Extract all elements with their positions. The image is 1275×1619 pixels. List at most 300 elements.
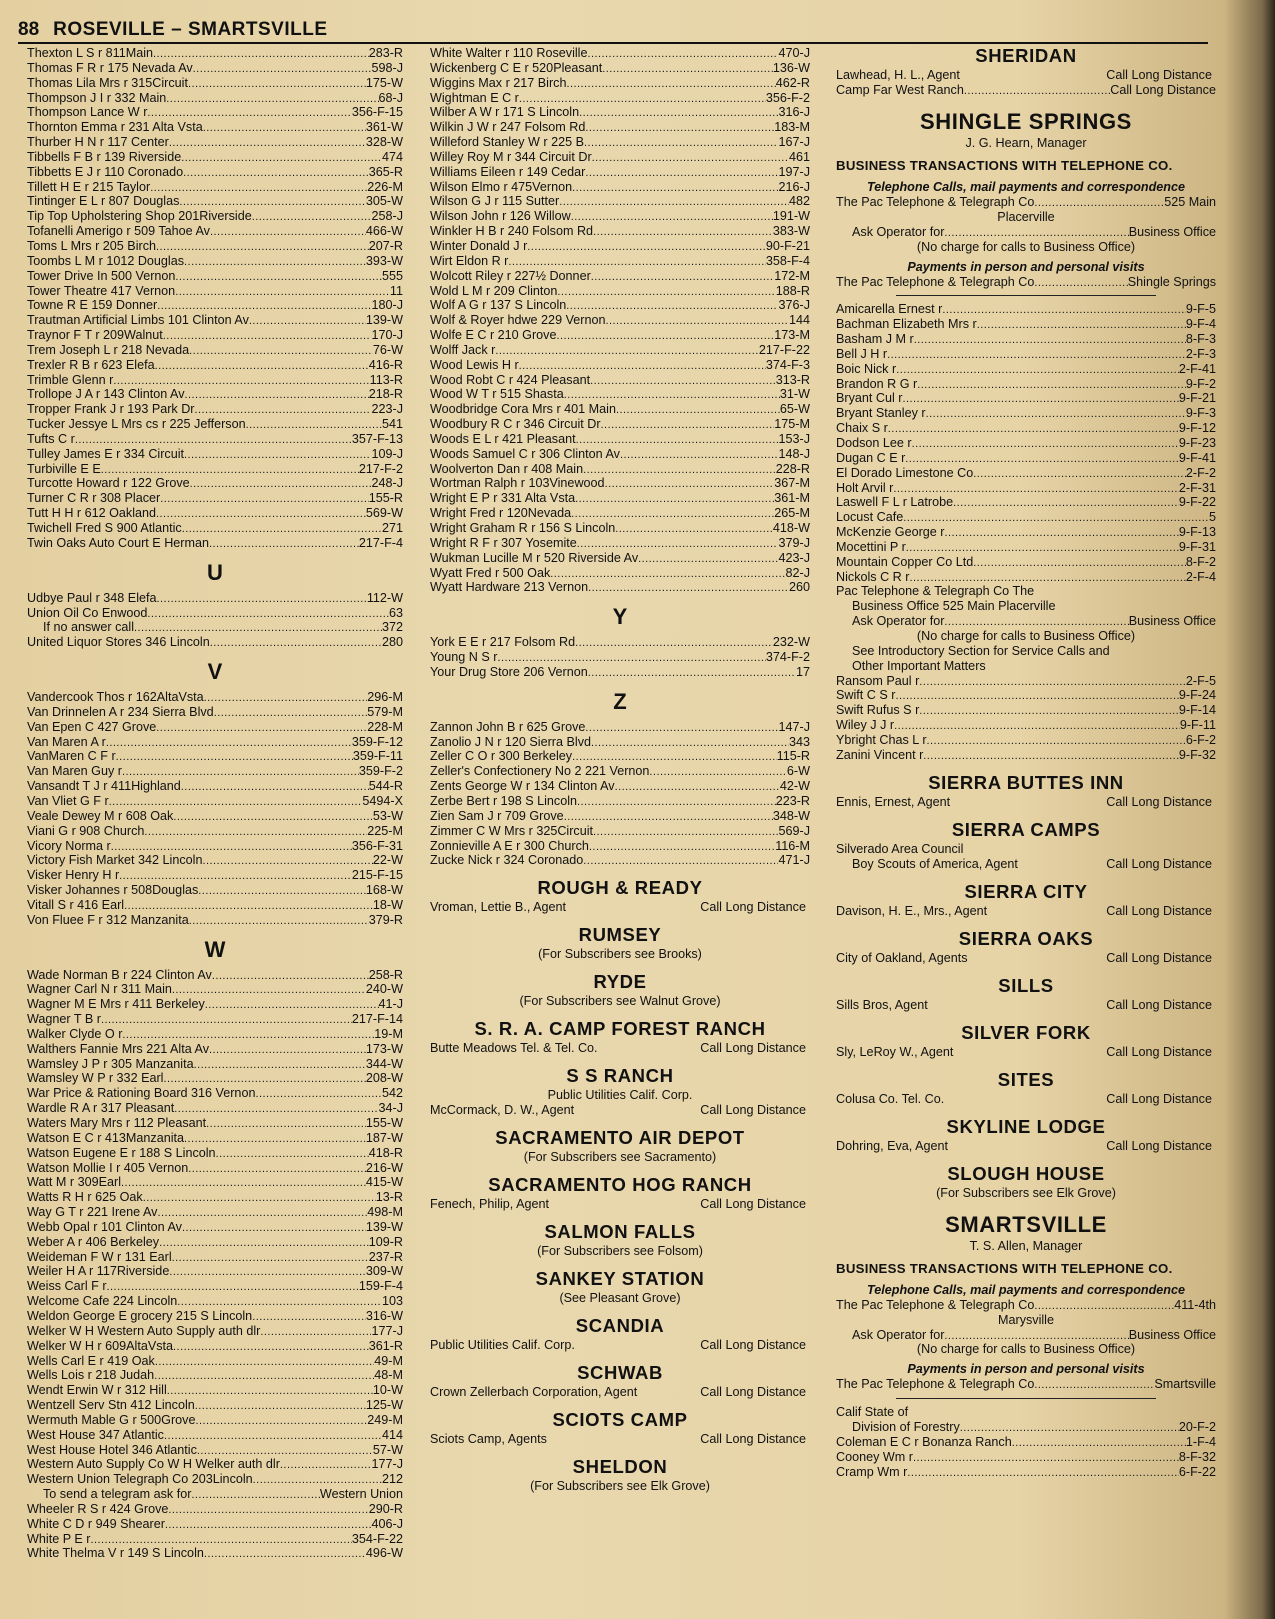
- listing-row: [27, 521, 403, 536]
- listing-name: Tintinger E L r 807 Douglas: [27, 194, 180, 209]
- cross-reference-note: (See Pleasant Grove): [559, 1291, 681, 1306]
- listing-name: Amicarella Ernest r: [836, 302, 943, 317]
- leader-dots: [896, 362, 1179, 377]
- listing-row: [27, 779, 403, 794]
- listing-row: [27, 506, 403, 521]
- listing-phone: 2-F-31: [1178, 480, 1216, 495]
- leader-dots: [175, 284, 390, 299]
- listing-row: [430, 269, 810, 284]
- listing-row: [430, 650, 810, 665]
- listing-row: [27, 120, 403, 135]
- listing-row: [27, 1398, 403, 1413]
- listing-phone: 20-F-2: [1178, 1420, 1216, 1435]
- town-heading: SHELDON: [572, 1456, 668, 1478]
- leader-dots: [119, 868, 352, 883]
- listing-phone: 357-F-13: [351, 431, 403, 446]
- leader-dots: [150, 180, 367, 195]
- listing-phone: 9-F-3: [1185, 406, 1216, 421]
- listing-row: [27, 1101, 403, 1116]
- leader-dots: [919, 703, 1179, 718]
- listing-row: [836, 495, 1216, 510]
- listing-phone: 147-J: [778, 719, 810, 734]
- listing-name: Walker Clyde O r: [27, 1026, 123, 1041]
- agent-name: Ennis, Ernest, Agent: [836, 794, 951, 809]
- listing-row: [27, 91, 403, 106]
- leader-dots: [157, 591, 367, 606]
- city-line: Marysville: [998, 1312, 1054, 1327]
- listing-name: To send a telegram ask for: [43, 1487, 192, 1502]
- listing-row: [836, 1465, 1216, 1480]
- listing-name: Wightman E C r: [430, 90, 519, 105]
- leader-dots: [163, 1071, 365, 1086]
- leader-dots: [156, 239, 369, 254]
- listing-name: Cooney Wm r: [836, 1449, 913, 1464]
- agent-line: [836, 1092, 1216, 1107]
- listing-row: [836, 302, 1216, 317]
- agent-line: [430, 1385, 810, 1400]
- leader-dots: [163, 328, 372, 343]
- long-distance-note: Call Long Distance: [1106, 997, 1212, 1012]
- listing-row: [430, 284, 810, 299]
- listing-phone: 9-F-41: [1178, 450, 1216, 465]
- listing-phone: 9-F-22: [1178, 495, 1216, 510]
- listing-row: [27, 1443, 403, 1458]
- leader-dots: [168, 1502, 368, 1517]
- long-distance-note: Call Long Distance: [1106, 68, 1212, 82]
- listing-name: Thomas Lila Mrs r 315Circuit: [27, 75, 188, 90]
- leader-dots: [577, 536, 779, 551]
- leader-dots: [649, 764, 786, 779]
- listing-name: Wilson Elmo r 475Vernon: [430, 179, 573, 194]
- leader-dots: [587, 46, 778, 61]
- listing-phone: 365-R: [368, 164, 403, 179]
- listing-row: [27, 853, 403, 868]
- listing-row: [27, 1502, 403, 1517]
- listing-phone: 470-J: [778, 46, 810, 60]
- listing-phone: 471-J: [778, 853, 810, 868]
- listing-row: [27, 313, 403, 328]
- listing-row: [430, 824, 810, 839]
- leader-dots: [185, 387, 369, 402]
- leader-dots: [588, 580, 789, 595]
- listing-name: War Price & Rationing Board 316 Vernon: [27, 1086, 256, 1101]
- listing-name: VanMaren C F r: [27, 749, 116, 764]
- leader-dots: [191, 1487, 320, 1502]
- listing-phone: 6-F-2: [1185, 733, 1216, 747]
- listing-name: Trexler R B r 623 Elefa: [27, 357, 155, 372]
- leader-dots: [973, 466, 1186, 481]
- listing-row: [27, 1368, 403, 1383]
- listing-name: Swift Rufus S r: [836, 703, 920, 718]
- listing-name: Weiss Carl F r: [27, 1279, 107, 1294]
- leader-dots: [204, 690, 368, 705]
- listing-name: Wold L M r 209 Clinton: [430, 283, 558, 298]
- leader-dots: [156, 506, 366, 521]
- leader-dots: [579, 105, 778, 120]
- listing-row: [27, 735, 403, 750]
- long-distance-note: Call Long Distance: [700, 1338, 806, 1353]
- listing-row: [836, 733, 1216, 748]
- listing-name: Wamsley J P r 305 Manzanita: [27, 1056, 194, 1071]
- leader-dots: [602, 61, 773, 76]
- listing-phone: 359-F-11: [352, 749, 403, 764]
- town-heading: SACRAMENTO HOG RANCH: [488, 1174, 752, 1196]
- leader-dots: [923, 748, 1179, 763]
- listing-name: Winter Donald J r: [430, 238, 528, 253]
- leader-dots: [216, 1146, 369, 1161]
- listing-phone: 2-F-4: [1185, 569, 1216, 584]
- listing-row: [27, 1057, 403, 1072]
- listing-row: [27, 1264, 403, 1279]
- calls-heading: Telephone Calls, mail payments and correspondence: [867, 1282, 1185, 1297]
- listing-row: [27, 1116, 403, 1131]
- leader-dots: [113, 373, 369, 388]
- leader-dots: [210, 224, 366, 239]
- listing-row: [836, 1450, 1216, 1465]
- listing-phone: 9-F-23: [1178, 435, 1216, 450]
- leader-dots: [181, 779, 369, 794]
- leader-dots: [605, 476, 775, 491]
- page-header: [18, 12, 1208, 44]
- listing-phone: 348-W: [772, 808, 810, 823]
- leader-dots: [172, 1250, 369, 1265]
- listing-row: [27, 749, 403, 764]
- listing-group-v: [27, 690, 403, 928]
- listing-row: [27, 105, 403, 120]
- listing-phone: 183-M: [774, 120, 810, 135]
- listing-phone: 290-R: [368, 1501, 403, 1516]
- listing-phone: 296-M: [367, 690, 403, 705]
- listing-name: Wukman Lucille M r 520 Riverside Av: [430, 550, 639, 565]
- listing-phone: 9-F-11: [1179, 718, 1216, 733]
- long-distance-note: Call Long Distance: [1106, 856, 1212, 871]
- listing-phone: 68-J: [378, 90, 403, 105]
- leader-dots: [585, 165, 778, 180]
- listing-row: [27, 824, 403, 839]
- town-listings-col3: [836, 771, 1216, 1201]
- leader-dots: [591, 735, 789, 750]
- agent-name: Davison, H. E., Mrs., Agent: [836, 903, 988, 918]
- leader-dots: [1034, 1377, 1154, 1392]
- leader-dots: [575, 491, 774, 506]
- leader-dots: [945, 525, 1179, 540]
- listing-row: [430, 779, 810, 794]
- listing-row: [27, 536, 403, 551]
- listing-phone: 167-J: [778, 135, 810, 150]
- listing-phone: 423-J: [778, 550, 810, 565]
- town-heading: SIERRA CAMPS: [951, 818, 1101, 840]
- cross-reference-note: (For Subscribers see Walnut Grove): [519, 994, 721, 1009]
- town-heading: ROUGH & READY: [537, 877, 703, 899]
- leader-dots: [175, 269, 382, 284]
- listing-name: Wolf A G r 137 S Lincoln: [430, 298, 567, 313]
- leader-dots: [927, 733, 1186, 748]
- listing-name: Wade Norman B r 224 Clinton Av: [27, 967, 212, 982]
- listing-name: Wells Carl E r 419 Oak: [27, 1353, 155, 1368]
- listing-row: [27, 606, 403, 621]
- listing-name: Zanini Vincent r: [836, 747, 924, 762]
- listing-phone: 22-W: [372, 853, 403, 868]
- listing-row: [27, 883, 403, 898]
- listing-phone: 103: [381, 1294, 403, 1309]
- agent-name: Colusa Co. Tel. Co.: [836, 1091, 945, 1106]
- listing-name: Wolfe E C r 210 Grove: [430, 328, 557, 343]
- leader-dots: [601, 417, 775, 432]
- agent-name: Sciots Camp, Agents: [430, 1432, 547, 1447]
- listing-row: [430, 735, 810, 750]
- listing-name: Traynor F T r 209Walnut: [27, 328, 163, 343]
- listing-row: [430, 387, 810, 402]
- leader-dots: [154, 1368, 374, 1383]
- town-heading: SHINGLE SPRINGS: [920, 108, 1132, 134]
- listing-row: [27, 1175, 403, 1190]
- listing-row: [27, 1383, 403, 1398]
- listing-name: Welker W H Western Auto Supply auth dlr: [27, 1323, 261, 1338]
- listing-phone: 6-F-22: [1178, 1464, 1216, 1479]
- listing-phone: 173-M: [774, 328, 810, 343]
- listing-row: [430, 853, 810, 868]
- listing-row: [836, 406, 1216, 421]
- listing-row: [836, 614, 1216, 629]
- listing-phone: 2-F-5: [1185, 673, 1216, 688]
- long-distance-note: Call Long Distance: [1106, 950, 1212, 965]
- leader-dots: [894, 718, 1180, 733]
- leader-dots: [909, 570, 1185, 585]
- listing-row: [27, 1517, 403, 1532]
- leader-dots: [960, 1420, 1179, 1435]
- listing-row: [27, 387, 403, 402]
- listing-name: Wickenberg C E r 520Pleasant: [430, 60, 603, 75]
- agent-name: McCormack, D. W., Agent: [430, 1103, 575, 1118]
- leader-dots: [903, 391, 1179, 406]
- listing-name: Tibbells F B r 139 Riverside: [27, 149, 182, 164]
- listing-phone: 216-W: [365, 1160, 403, 1175]
- listing-phone: 374-F-2: [765, 650, 810, 665]
- leader-dots: [164, 1428, 382, 1443]
- listing-row: [836, 83, 1216, 98]
- long-distance-note: Call Long Distance: [1106, 794, 1212, 809]
- listing-name: Watt M r 309Earl: [27, 1175, 122, 1190]
- listing-phone: 76-W: [372, 342, 403, 357]
- leader-dots: [75, 432, 352, 447]
- listing-phone: 248-J: [371, 476, 403, 491]
- listing-name: Woods E L r 421 Pleasant: [430, 431, 576, 446]
- listing-name: Chaix S r: [836, 421, 888, 436]
- listing-name: Wagner T B r: [27, 1012, 101, 1027]
- listing-phone: 542: [381, 1086, 403, 1101]
- listing-name: Tutt H H r 612 Oakland: [27, 506, 157, 521]
- listing-phone: 31-W: [779, 387, 810, 402]
- agent-line: [836, 998, 1216, 1013]
- listing-phone: 418-W: [772, 521, 810, 535]
- listing-name: Van Maren Guy r: [27, 764, 122, 779]
- listing-name: Tucker Jessye L Mrs cs r 225 Jefferson: [27, 417, 246, 432]
- listing-name: White Walter r 110 Roseville: [430, 46, 588, 60]
- listing-name: Zanolio J N r 120 Sierra Blvd: [430, 734, 591, 749]
- listing-name: Watts R H r 625 Oak: [27, 1190, 143, 1205]
- listing-phone: 271: [381, 521, 403, 535]
- listing-row: [836, 599, 1216, 614]
- listing-row: [836, 436, 1216, 451]
- leader-dots: [134, 620, 382, 635]
- leader-dots: [620, 447, 779, 462]
- listing-phone: 144: [788, 313, 810, 328]
- leader-dots: [182, 521, 382, 536]
- listing-name: Towne R E 159 Donner: [27, 298, 158, 313]
- listing-phone: 258-R: [368, 967, 403, 982]
- listing-phone: 411-4th: [1174, 1297, 1216, 1312]
- listing-name: Tip Top Upholstering Shop 201Riverside: [27, 209, 252, 224]
- listing-row: [27, 1413, 403, 1428]
- leader-dots: [184, 1131, 366, 1146]
- town-heading: SITES: [997, 1068, 1055, 1090]
- leader-dots: [182, 1220, 366, 1235]
- divider-rule: [896, 295, 1156, 296]
- listing-row: [430, 46, 810, 61]
- leader-dots: [111, 839, 352, 854]
- listing-phone: 188-R: [775, 283, 810, 298]
- listing-row: [430, 105, 810, 120]
- listing-name: Winkler H B r 240 Folsom Rd: [430, 224, 594, 239]
- listing-row: [836, 703, 1216, 718]
- cross-reference-note: (For Subscribers see Sacramento): [523, 1150, 717, 1165]
- listing-name: Wood W T r 515 Shasta: [430, 387, 564, 402]
- listing-row: [27, 705, 403, 720]
- listing-phone: 90-F-21: [765, 238, 810, 253]
- listing-phone: 217-F-22: [758, 342, 810, 357]
- listing-row: [430, 358, 810, 373]
- listing-phone: 356-F-31: [351, 838, 403, 853]
- listing-name: Ask Operator for: [852, 614, 945, 629]
- listing-phone: 579-M: [367, 704, 403, 719]
- leader-dots: [589, 839, 775, 854]
- listing-name: Wolf & Royer hdwe 229 Vernon: [430, 313, 606, 328]
- listing-phone: 482: [788, 194, 810, 209]
- listing-row: [27, 194, 403, 209]
- leader-dots: [157, 298, 371, 313]
- leader-dots: [205, 997, 379, 1012]
- leader-dots: [252, 1309, 366, 1324]
- leader-dots: [559, 194, 789, 209]
- agent-name: Vroman, Lettie B., Agent: [430, 900, 567, 915]
- listing-name: Wiley J J r: [836, 718, 895, 733]
- listing-name: Bryant Stanley r: [836, 406, 926, 421]
- leader-dots: [585, 120, 774, 135]
- listing-phone: 159-F-4: [358, 1279, 403, 1294]
- listing-row: [430, 313, 810, 328]
- listing-name: Wagner M E Mrs r 411 Berkeley: [27, 997, 205, 1012]
- leader-dots: [173, 1339, 369, 1354]
- listing-name: Tofanelli Amerigo r 509 Tahoe Av: [27, 224, 210, 239]
- leader-dots: [184, 447, 371, 462]
- listing-row: [836, 1420, 1216, 1435]
- leader-dots: [212, 968, 369, 983]
- listing-row: [836, 451, 1216, 466]
- listing-name: Van Maren A r: [27, 734, 106, 749]
- listing-phone: 113-R: [369, 372, 403, 387]
- agent-line: [430, 1432, 810, 1447]
- listing-name: El Dorado Limestone Co: [836, 465, 974, 480]
- agent-name: Boy Scouts of America, Agent: [852, 856, 1018, 871]
- agent-line: [836, 1139, 1216, 1154]
- listing-name: Zents George W r 134 Clinton Av: [430, 779, 615, 794]
- leader-dots: [252, 209, 372, 224]
- page-number: 88: [18, 19, 40, 40]
- listing-name: Wyatt Hardware 213 Vernon: [430, 580, 589, 595]
- listing-phone: Smartsville: [1154, 1377, 1216, 1392]
- leader-dots: [903, 510, 1209, 525]
- listing-phone: 265-M: [774, 506, 810, 521]
- leader-dots: [508, 254, 766, 269]
- leader-dots: [189, 343, 373, 358]
- listing-phone: 232-W: [772, 635, 810, 650]
- listing-row: [430, 536, 810, 551]
- listing-name: Willey Roy M r 344 Circuit Dr: [430, 149, 592, 164]
- listing-row: [836, 377, 1216, 392]
- listing-row: [430, 839, 810, 854]
- listing-phone: 260: [788, 580, 810, 595]
- listing-row: [430, 180, 810, 195]
- listing-row: [27, 1190, 403, 1205]
- listing-row: [27, 968, 403, 983]
- agent-name: Lawhead, H. L., Agent: [836, 68, 960, 82]
- leader-dots: [592, 150, 789, 165]
- agent-name: Butte Meadows Tel. & Tel. Co.: [430, 1041, 598, 1056]
- listing-group-smartsville: [836, 1420, 1216, 1479]
- listing-name: Webb Opal r 101 Clinton Av: [27, 1219, 182, 1234]
- listing-row: [836, 510, 1216, 525]
- listing-name: Zeller C O r 300 Berkeley: [430, 749, 573, 764]
- listing-row: [27, 150, 403, 165]
- listing-name: Willeford Stanley W r 225 B: [430, 135, 584, 150]
- listing-row: [430, 462, 810, 477]
- listing-phone: 208-W: [365, 1071, 403, 1086]
- leader-dots: [246, 417, 382, 432]
- agent-name: Dohring, Eva, Agent: [836, 1138, 949, 1153]
- listing-name: Wilkin J W r 247 Folsom Rd: [430, 120, 586, 135]
- listing-row: [430, 809, 810, 824]
- leader-dots: [195, 402, 372, 417]
- leader-dots: [907, 1465, 1179, 1480]
- listing-phone: 283-R: [368, 46, 403, 60]
- listing-phone: 361-M: [774, 491, 810, 506]
- listing-name: Division of Forestry: [852, 1420, 960, 1435]
- listing-phone: 1-F-4: [1185, 1434, 1216, 1449]
- listing-name: Viani G r 908 Church: [27, 823, 145, 838]
- listing-name: Victory Fish Market 342 Lincoln: [27, 853, 203, 868]
- listing-row: [836, 466, 1216, 481]
- listing-phone: 187-W: [365, 1130, 403, 1145]
- leader-dots: [893, 481, 1179, 496]
- no-charge-note: (No charge for calls to Business Office): [916, 1342, 1136, 1357]
- listing-name: United Liquor Stores 346 Lincoln: [27, 635, 210, 650]
- listing-row: [27, 898, 403, 913]
- cross-reference-note: (For Subscribers see Folsom): [537, 1244, 703, 1259]
- leader-dots: [195, 1413, 367, 1428]
- listing-name: Vicory Norma r: [27, 838, 111, 853]
- leader-dots: [160, 491, 368, 506]
- listing-name: York E E r 217 Folsom Rd: [430, 635, 576, 650]
- agent-line: [430, 1041, 810, 1056]
- listing-phone: 228-R: [775, 461, 810, 476]
- leader-dots: [550, 566, 785, 581]
- listing-row: [430, 665, 810, 680]
- listing-name: White P E r: [27, 1531, 91, 1546]
- leader-dots: [172, 982, 366, 997]
- leader-dots: [198, 883, 366, 898]
- listing-phone: 313-R: [775, 372, 810, 387]
- listing-name: Business Office 525 Main Placerville: [852, 599, 1056, 614]
